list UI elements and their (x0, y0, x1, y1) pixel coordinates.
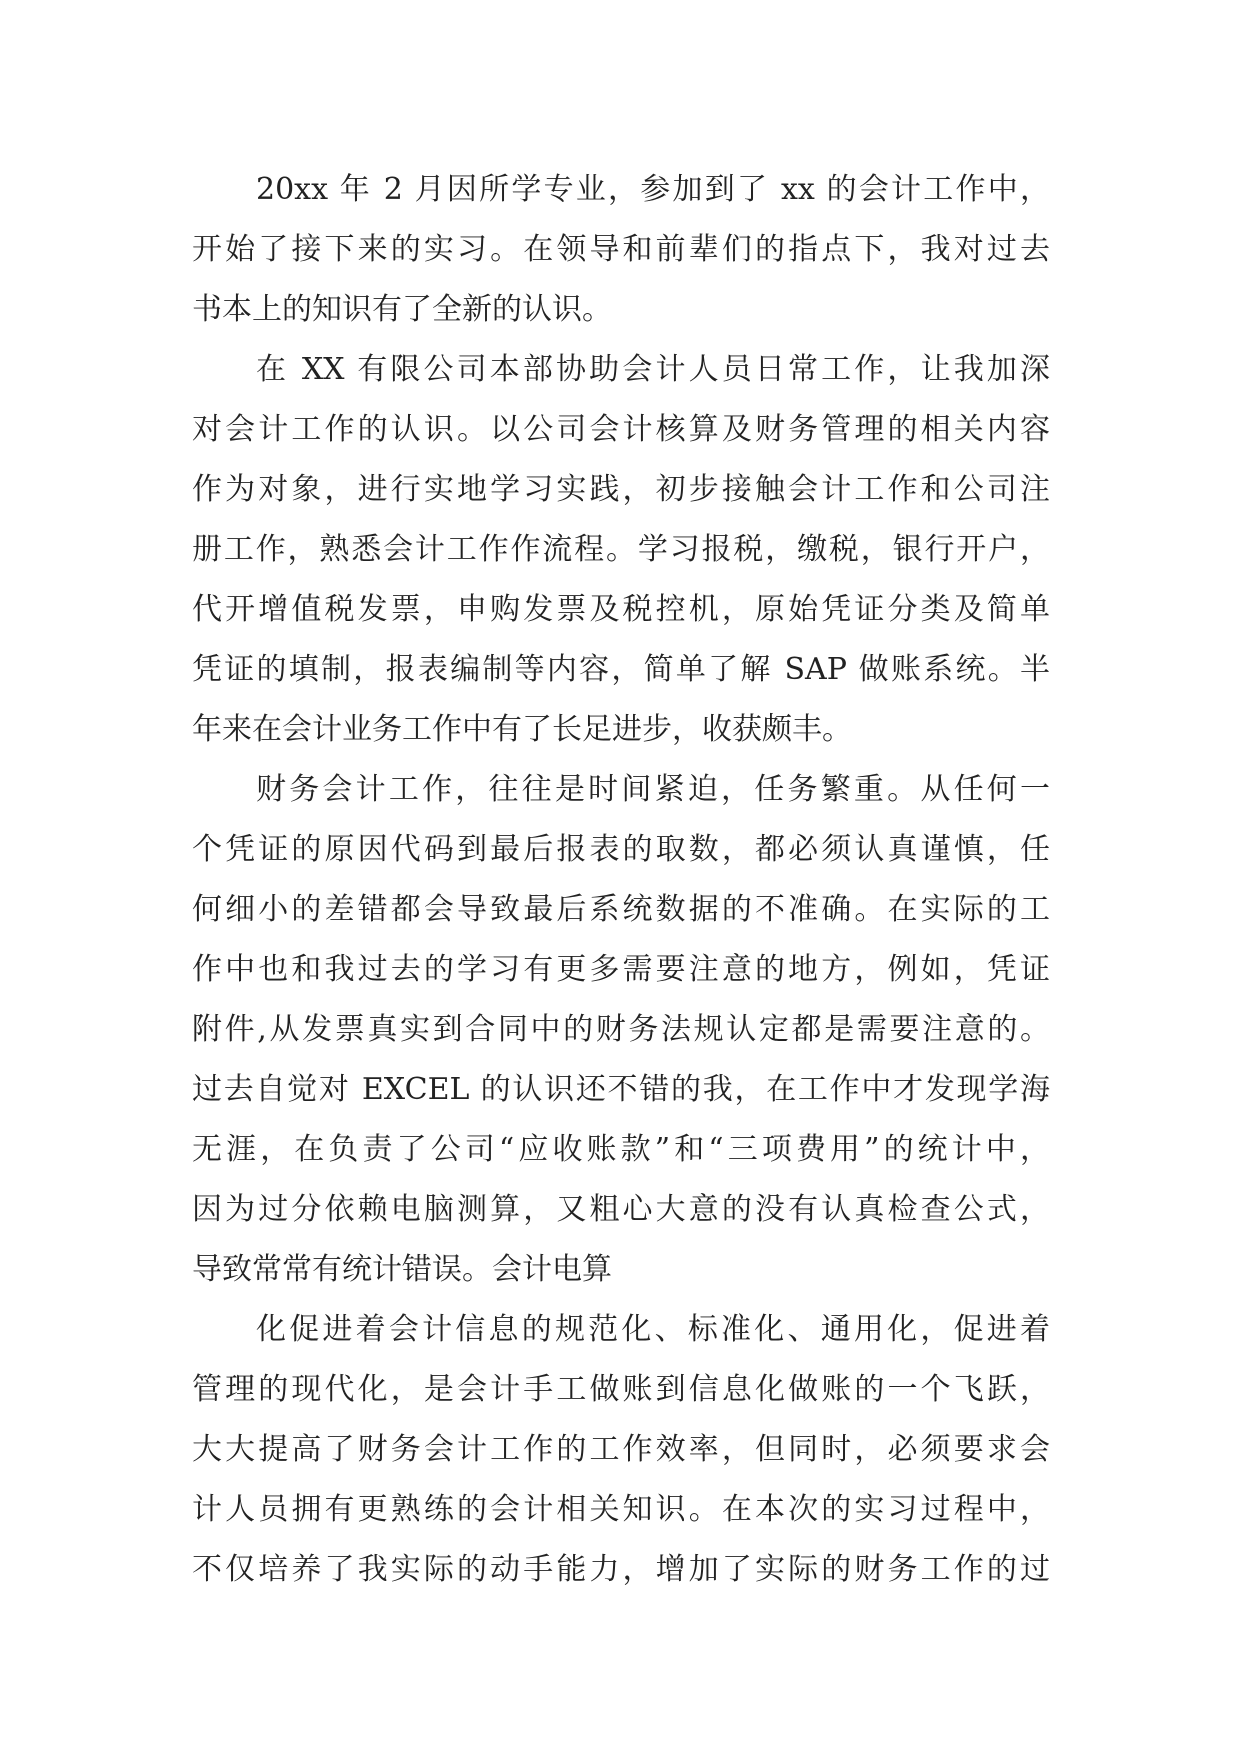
text-line: 在 XX 有限公司本部协助会计人员日常工作，让我加深 (256, 352, 1050, 387)
text-line: 管理的现代化，是会计手工做账到信息化做账的一个飞跃， (192, 1372, 1050, 1407)
text-line: 化促进着会计信息的规范化、标准化、通用化，促进着 (256, 1312, 1050, 1347)
text-line: 计人员拥有更熟练的会计相关知识。在本次的实习过程中， (192, 1492, 1050, 1527)
text-line: 附件,从发票真实到合同中的财务法规认定都是需要注意的。 (192, 1012, 1050, 1047)
text-line: 过去自觉对 EXCEL 的认识还不错的我，在工作中才发现学海 (192, 1072, 1050, 1107)
text-line: 无涯，在负责了公司“应收账款”和“三项费用”的统计中， (192, 1132, 1050, 1167)
text-line: 大大提高了财务会计工作的工作效率，但同时，必须要求会 (192, 1432, 1050, 1467)
text-line: 何细小的差错都会导致最后系统数据的不准确。在实际的工 (192, 892, 1050, 927)
text-line: 作中也和我过去的学习有更多需要注意的地方，例如，凭证 (192, 952, 1050, 987)
text-line: 开始了接下来的实习。在领导和前辈们的指点下，我对过去 (192, 232, 1050, 267)
text-line: 代开增值税发票，申购发票及税控机，原始凭证分类及简单 (192, 592, 1050, 627)
text-line: 因为过分依赖电脑测算，又粗心大意的没有认真检查公式， (192, 1192, 1050, 1227)
text-line: 不仅培养了我实际的动手能力，增加了实际的财务工作的过 (192, 1552, 1050, 1587)
text-line: 年来在会计业务工作中有了长足进步，收获颇丰。 (192, 712, 852, 747)
text-line: 书本上的知识有了全新的认识。 (192, 292, 612, 327)
text-line: 导致常常有统计错误。会计电算 (192, 1252, 612, 1287)
text-line: 作为对象，进行实地学习实践，初步接触会计工作和公司注 (192, 472, 1050, 507)
text-line: 个凭证的原因代码到最后报表的取数，都必须认真谨慎，任 (192, 832, 1050, 867)
text-line: 财务会计工作，往往是时间紧迫，任务繁重。从任何一 (256, 772, 1050, 807)
text-line: 凭证的填制，报表编制等内容，简单了解 SAP 做账系统。半 (192, 652, 1050, 687)
text-line: 20xx 年 2 月因所学专业，参加到了 xx 的会计工作中， (256, 172, 1050, 207)
text-line: 对会计工作的认识。以公司会计核算及财务管理的相关内容 (192, 412, 1050, 447)
text-line: 册工作，熟悉会计工作作流程。学习报税，缴税，银行开户， (192, 532, 1050, 567)
document-body (192, 160, 1050, 1600)
